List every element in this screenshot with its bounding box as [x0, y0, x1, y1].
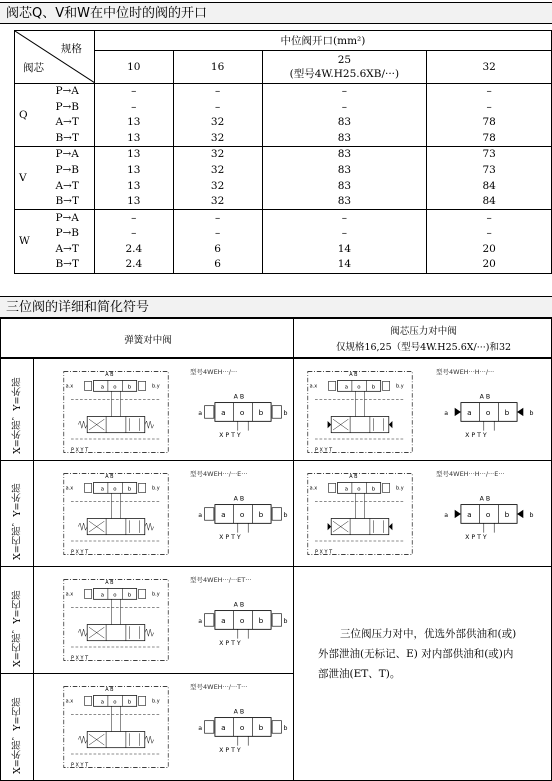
- simplified-symbol-diagram: [196, 387, 290, 443]
- spring-centred-symbol-cell: [33, 566, 294, 674]
- svg-text:a.x: a.x: [65, 698, 74, 705]
- detailed-symbol-diagram: [56, 469, 176, 563]
- table-row: [15, 226, 552, 242]
- spool-type-cell: W: [15, 210, 48, 273]
- svg-text:A B: A B: [479, 393, 491, 401]
- svg-text:A B: A B: [479, 495, 491, 503]
- model-code-label: 型号4WEH···H···/···E···: [436, 470, 505, 478]
- svg-text:b: b: [127, 699, 132, 706]
- svg-text:o: o: [113, 384, 117, 391]
- pressure-centred-symbol-cell: [293, 358, 552, 461]
- svg-text:b: b: [529, 410, 534, 418]
- table-row: [15, 194, 552, 210]
- svg-text:P X Y T: P X Y T: [71, 549, 89, 556]
- svg-text:a: a: [444, 410, 449, 418]
- svg-text:a: a: [467, 408, 472, 418]
- port-config-label: X=内部，Y=外部: [12, 483, 23, 560]
- simplified-symbol-diagram: [196, 489, 290, 545]
- svg-text:b.y: b.y: [396, 383, 404, 390]
- port-config-label-cell: [0, 460, 34, 567]
- table-row: [15, 99, 552, 115]
- svg-text:a: a: [344, 486, 348, 493]
- svg-text:a.x: a.x: [65, 485, 74, 492]
- flow-path-cell: P→A: [47, 84, 94, 100]
- pressure-centred-symbol-cell: [293, 460, 552, 567]
- svg-text:o: o: [485, 510, 491, 520]
- svg-text:A B: A B: [105, 372, 114, 378]
- col-header-spring: [0, 318, 294, 358]
- table-row: [15, 178, 552, 194]
- detailed-symbol-diagram: [300, 367, 420, 461]
- opening-value-cell: –: [173, 84, 262, 100]
- svg-text:a: a: [467, 510, 472, 520]
- section-title-symbols: 三位阀的详细和简化符号: [0, 296, 552, 318]
- svg-text:b: b: [529, 512, 534, 520]
- port-config-label: X=内部，Y=内部: [12, 590, 23, 667]
- opening-value-cell: 2.4: [94, 257, 173, 273]
- svg-text:a: a: [100, 592, 104, 599]
- flow-path-cell: B→T: [47, 257, 94, 273]
- opening-value-cell: 13: [94, 194, 173, 210]
- flow-path-cell: A→T: [47, 241, 94, 257]
- svg-text:b: b: [258, 723, 264, 733]
- table-row: [15, 115, 552, 131]
- opening-value-cell: –: [94, 210, 173, 226]
- table-row: [15, 241, 552, 257]
- opening-value-cell: 32: [173, 147, 262, 163]
- svg-text:a.x: a.x: [65, 383, 74, 390]
- svg-text:b: b: [283, 618, 288, 626]
- port-config-label-cell: [0, 358, 34, 461]
- opening-value-cell: –: [262, 84, 427, 100]
- model-code-label: 型号4WEH···/···: [190, 368, 238, 376]
- svg-text:X P T Y: X P T Y: [219, 746, 241, 754]
- svg-text:a: a: [198, 725, 203, 733]
- opening-value-cell: 13: [94, 115, 173, 131]
- svg-text:b: b: [283, 512, 288, 520]
- svg-text:a: a: [344, 384, 348, 391]
- col-header: 25 (型号4W.H25.6XB/···): [262, 51, 427, 84]
- col-header-pressure: [293, 318, 552, 358]
- svg-text:o: o: [357, 384, 361, 391]
- opening-value-cell: 6: [173, 241, 262, 257]
- opening-value-cell: 32: [173, 115, 262, 131]
- opening-value-cell: 14: [262, 257, 427, 273]
- spool-type-cell: Q: [15, 84, 48, 147]
- port-config-label: X=外部，Y=内部: [12, 697, 23, 774]
- svg-text:A B: A B: [105, 687, 114, 693]
- flow-path-cell: P→B: [47, 226, 94, 242]
- svg-text:P X Y T: P X Y T: [71, 762, 89, 769]
- opening-value-cell: 6: [173, 257, 262, 273]
- opening-value-cell: 32: [173, 131, 262, 147]
- opening-value-cell: 83: [262, 162, 427, 178]
- opening-value-cell: 84: [427, 194, 552, 210]
- col-header-pressure-l1: 阀芯压力对中阀: [390, 326, 457, 337]
- opening-value-cell: 83: [262, 194, 427, 210]
- model-code-label: 型号4WEH···/···T···: [190, 683, 248, 691]
- svg-text:b: b: [371, 384, 376, 391]
- port-config-label-cell: [0, 673, 34, 781]
- svg-text:b: b: [127, 592, 132, 599]
- simplified-symbol-diagram: [196, 595, 290, 651]
- svg-text:o: o: [113, 592, 117, 599]
- svg-text:X P T Y: X P T Y: [465, 431, 487, 439]
- opening-value-cell: 13: [94, 147, 173, 163]
- opening-value-cell: 32: [173, 194, 262, 210]
- model-code-label: 型号4WEH···/···ET···: [190, 576, 252, 584]
- opening-value-cell: –: [94, 84, 173, 100]
- svg-text:P X Y T: P X Y T: [315, 447, 333, 454]
- col-header: 16: [173, 51, 262, 84]
- flow-path-cell: A→T: [47, 115, 94, 131]
- pressure-centred-symbol-cell: [293, 673, 552, 781]
- svg-text:A B: A B: [233, 708, 245, 716]
- corner-spool-label: 阀芯: [23, 62, 44, 74]
- opening-value-cell: –: [427, 84, 552, 100]
- svg-text:a: a: [221, 510, 226, 520]
- port-config-label-cell: [0, 566, 34, 674]
- svg-text:b: b: [371, 486, 376, 493]
- opening-value-cell: 20: [427, 241, 552, 257]
- model-code-label: 型号4WEH···H···/···: [436, 368, 495, 376]
- svg-text:b: b: [504, 408, 510, 418]
- model-code-label: 型号4WEH···/···E···: [190, 470, 248, 478]
- svg-text:a: a: [198, 410, 203, 418]
- detailed-symbol-diagram: [56, 682, 176, 776]
- svg-text:A B: A B: [105, 474, 114, 480]
- svg-text:a: a: [100, 699, 104, 706]
- opening-value-cell: 13: [94, 162, 173, 178]
- opening-value-cell: 73: [427, 147, 552, 163]
- spring-centred-symbol-cell: [33, 358, 294, 461]
- detailed-symbol-diagram: [56, 575, 176, 669]
- flow-path-cell: P→A: [47, 210, 94, 226]
- opening-value-cell: 83: [262, 131, 427, 147]
- svg-text:a: a: [198, 512, 203, 520]
- opening-value-cell: 2.4: [94, 241, 173, 257]
- section-title-opening: 阀芯Q、V和W在中位时的阀的开口: [0, 2, 552, 24]
- svg-text:A B: A B: [233, 393, 245, 401]
- svg-text:o: o: [485, 408, 491, 418]
- svg-text:o: o: [113, 699, 117, 706]
- svg-text:A B: A B: [233, 601, 245, 609]
- opening-value-cell: –: [173, 210, 262, 226]
- opening-value-cell: 84: [427, 178, 552, 194]
- table-row: [15, 84, 552, 100]
- svg-text:a: a: [100, 384, 104, 391]
- detailed-symbol-diagram: [56, 367, 176, 461]
- svg-text:b.y: b.y: [152, 698, 160, 705]
- opening-value-cell: –: [94, 226, 173, 242]
- flow-path-cell: P→B: [47, 99, 94, 115]
- spring-centred-symbol-cell: [33, 460, 294, 567]
- corner-size-label: 规格: [60, 43, 82, 55]
- opening-value-cell: 20: [427, 257, 552, 273]
- svg-text:P X Y T: P X Y T: [71, 447, 89, 454]
- svg-text:o: o: [239, 408, 245, 418]
- spring-centred-symbol-cell: [33, 673, 294, 781]
- svg-text:b: b: [283, 725, 288, 733]
- opening-value-cell: 78: [427, 131, 552, 147]
- simplified-symbol-diagram: [442, 489, 536, 545]
- table-row: [15, 257, 552, 273]
- opening-value-cell: 83: [262, 147, 427, 163]
- flow-path-cell: B→T: [47, 131, 94, 147]
- table-corner: [15, 31, 95, 84]
- svg-text:o: o: [113, 486, 117, 493]
- svg-text:a.x: a.x: [65, 591, 74, 598]
- opening-value-cell: 32: [173, 162, 262, 178]
- svg-text:b.y: b.y: [152, 383, 160, 390]
- svg-text:a: a: [100, 486, 104, 493]
- opening-value-cell: –: [173, 99, 262, 115]
- svg-text:X P T Y: X P T Y: [465, 533, 487, 541]
- svg-text:A B: A B: [233, 495, 245, 503]
- svg-text:A B: A B: [349, 474, 358, 480]
- table-row: [15, 131, 552, 147]
- table-row: [15, 147, 552, 163]
- svg-text:a.x: a.x: [309, 485, 318, 492]
- svg-text:b: b: [258, 616, 264, 626]
- opening-value-cell: –: [173, 226, 262, 242]
- opening-value-cell: 14: [262, 241, 427, 257]
- svg-text:X P T Y: X P T Y: [219, 639, 241, 647]
- svg-text:a: a: [198, 618, 203, 626]
- opening-value-cell: –: [262, 210, 427, 226]
- table-row: [15, 162, 552, 178]
- svg-text:o: o: [239, 723, 245, 733]
- svg-text:a: a: [221, 616, 226, 626]
- opening-value-cell: 83: [262, 178, 427, 194]
- svg-text:o: o: [239, 616, 245, 626]
- col-header-spring-label: 弹簧对中阀: [124, 335, 172, 346]
- svg-text:P X Y T: P X Y T: [71, 655, 89, 662]
- svg-text:A B: A B: [105, 580, 114, 586]
- flow-path-cell: P→A: [47, 147, 94, 163]
- svg-text:b: b: [127, 384, 132, 391]
- svg-text:b.y: b.y: [152, 485, 160, 492]
- spool-type-cell: V: [15, 147, 48, 210]
- opening-value-cell: –: [427, 210, 552, 226]
- detailed-symbol-diagram: [300, 469, 420, 563]
- svg-text:a: a: [221, 723, 226, 733]
- svg-text:X P T Y: X P T Y: [219, 533, 241, 541]
- svg-text:b.y: b.y: [396, 485, 404, 492]
- port-config-label: X=外部，Y=外部: [12, 377, 23, 454]
- simplified-symbol-diagram: [442, 387, 536, 443]
- svg-text:a: a: [221, 408, 226, 418]
- col-header: 10: [94, 51, 173, 84]
- opening-value-cell: 78: [427, 115, 552, 131]
- table-row: [15, 210, 552, 226]
- opening-value-cell: 83: [262, 115, 427, 131]
- svg-text:a.x: a.x: [309, 383, 318, 390]
- opening-value-cell: 13: [94, 178, 173, 194]
- opening-value-cell: –: [94, 99, 173, 115]
- svg-text:b: b: [127, 486, 132, 493]
- svg-text:P X Y T: P X Y T: [315, 549, 333, 556]
- opening-value-cell: 73: [427, 162, 552, 178]
- svg-text:b: b: [258, 408, 264, 418]
- flow-path-cell: A→T: [47, 178, 94, 194]
- opening-value-cell: –: [262, 99, 427, 115]
- opening-value-cell: –: [427, 226, 552, 242]
- simplified-symbol-diagram: [196, 702, 290, 758]
- opening-table: [14, 30, 552, 274]
- svg-text:b: b: [283, 410, 288, 418]
- col-header-pressure-l2: 仅规格16,25（型号4W.H25.6X/···)和32: [335, 342, 512, 353]
- svg-text:o: o: [239, 510, 245, 520]
- opening-group-header: 中位阀开口(mm²): [94, 31, 551, 51]
- opening-value-cell: –: [262, 226, 427, 242]
- flow-path-cell: B→T: [47, 194, 94, 210]
- flow-path-cell: P→B: [47, 162, 94, 178]
- opening-value-cell: 13: [94, 131, 173, 147]
- col-header: 32: [427, 51, 552, 84]
- svg-text:b.y: b.y: [152, 591, 160, 598]
- svg-text:X P T Y: X P T Y: [219, 431, 241, 439]
- svg-text:b: b: [504, 510, 510, 520]
- symbols-grid: [0, 318, 552, 781]
- opening-value-cell: 32: [173, 178, 262, 194]
- svg-text:A B: A B: [349, 372, 358, 378]
- svg-text:b: b: [258, 510, 264, 520]
- pressure-centred-note: 三位阀压力对中，优选外部供油和(或) 外部泄油(无标记、E) 对内部供油和(或)内 部泄油(ET、T)。: [318, 628, 517, 680]
- opening-value-cell: –: [427, 99, 552, 115]
- svg-text:a: a: [444, 512, 449, 520]
- svg-text:o: o: [357, 486, 361, 493]
